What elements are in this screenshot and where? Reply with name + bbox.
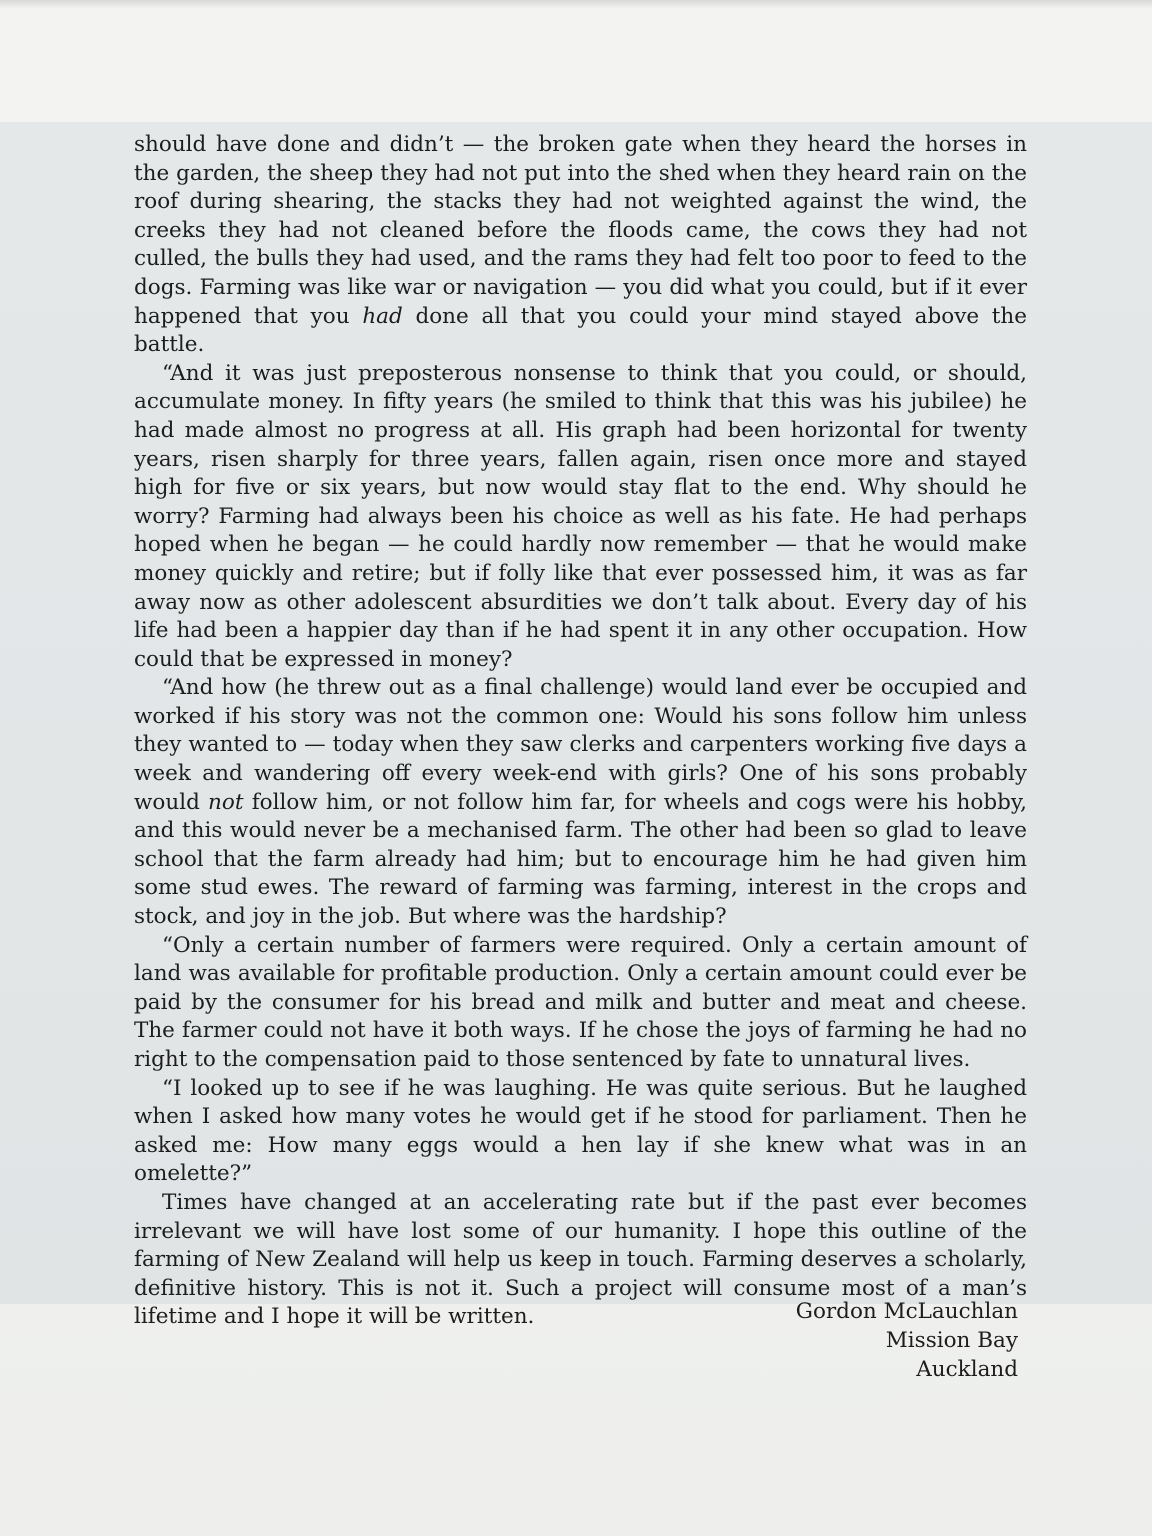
emphasis-not: not [208,789,244,815]
paragraph-6: Times have changed at an accelerating rate but if the past ever becomes irrelevant we will have lost some of our humanity. I hope this outline of the farming of New Zealand will help us keep in touch. Farming deserves a scholarly, definitive history. This is not it. Such a project will consume most of a man’s lifetime and I hope it will be written. [134,1189,1027,1330]
paragraph-5: “I looked up to see if he was laughing. He was quite serious. But he laughed when I asked how many votes he would get if he stood for parliament. Then he asked me: How many eggs would a hen lay if she knew what was in an omelette?” [134,1075,1027,1187]
paragraph-3: “And how (he threw out as a final challenge) would land ever be occupied and worked if his story was not the common one: Would his sons follow him unless they wanted to — today when they saw clerks and carpenters working five days a week and wandering off every week-end with girls? One of his sons probably would not follow him, or not follow him far, for wheels and cogs were his hobby, and this would never be a mechanised farm. The other had been so glad to leave school that the farm already had him; but to encourage him he had given him some stud ewes. The reward of farming was farming, interest in the crops and stock, and joy in the job. But where was the hardship? [134,675,1027,930]
author-city: Auckland [916,1357,1018,1382]
paragraph-2: “And it was just preposterous nonsense to think that you could, or should, accumulate money. In fifty years (he smiled to think that this was his jubilee) he had made almost no progress at all. His graph had been horizontal for twenty years, risen sharply for three years, fallen again, risen once more and stayed high for five or six years, but now would stay flat to the end. Why should he worry? Farming had always been his choice as well as his fate. He had perhaps hoped when he began — he could hardly now remember — that he would make money quickly and retire; but if folly like that ever possessed him, it was as far away now as other adolescent absurdities we don’t talk about. Every day of his life had been a happier day than if he had spent it in any other occupation. How could that be expressed in money? [134,360,1027,672]
emphasis-had: had [362,303,403,329]
page-top-edge [0,0,1152,8]
body-text [134,131,1027,1332]
paragraph-1: should have done and didn’t — the broken gate when they heard the horses in the garden, the sheep they had not put into the shed when they heard rain on the roof during shearing, the stacks they had not weighted against the wind, the creeks they had not cleaned before the floods came, the cows they had not culled, the bulls they had used, and the rams they had felt too poor to feed to the dogs. Farming was like war or navigation — you did what you could, but if it ever happened that you had done all that you could your mind stayed above the battle. [134,132,1027,358]
paragraph-4: “Only a certain number of farmers were required. Only a certain amount of land was available for profitable production. Only a certain amount could ever be paid by the consumer for his bread and milk and butter and meat and cheese. The farmer could not have it both ways. If he chose the joys of farming he had no right to the compensation paid to those sentenced by fate to unnatural lives. [134,932,1027,1072]
author-place: Mission Bay [885,1328,1018,1353]
author-name: Gordon McLauchlan [795,1299,1018,1324]
signature-block [796,1297,1018,1384]
